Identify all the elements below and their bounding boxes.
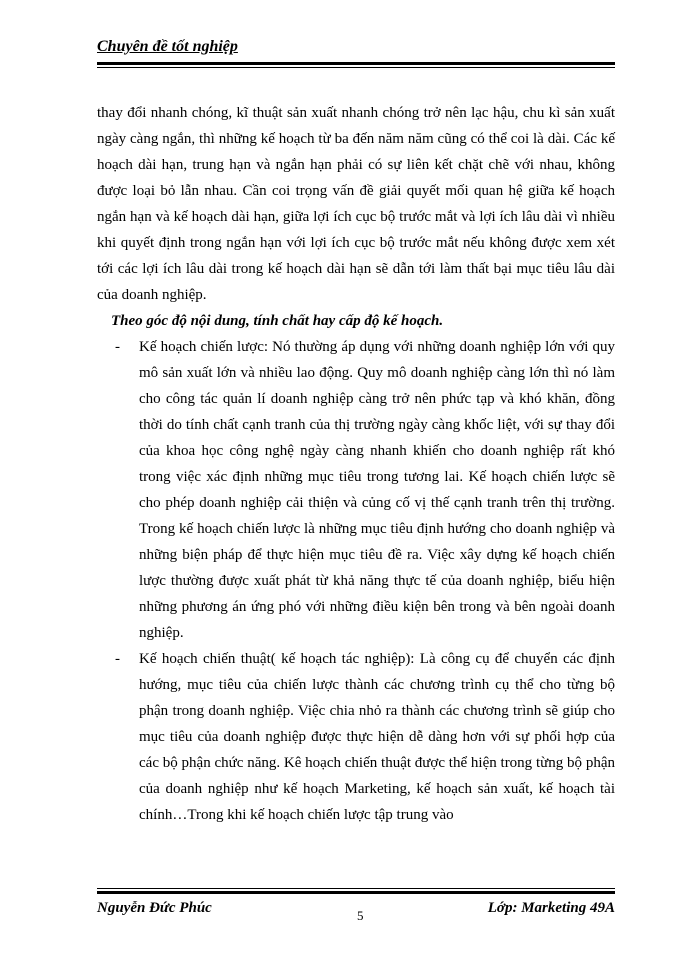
page-number: 5	[357, 908, 364, 923]
intro-paragraph: thay đổi nhanh chóng, kĩ thuật sản xuất nhanh chóng trở nên lạc hậu, chu kì sản xuất ngày càng ngắn, thì những kế hoạch từ ba đến năm năm cũng có thể coi là dài. Các kế hoạch dài hạn, trung hạn và ngắn hạn phải có sự liên kết chặt chẽ với nhau, không được loại bỏ lẫn nhau. Cần coi trọng vấn đề giải quyết mối quan hệ giữa kế hoạch ngắn hạn và kế hoạch dài hạn, giữa lợi ích cục bộ trước mắt và lợi ích lâu dài vì nhiều khi quyết định trong ngắn hạn với lợi ích cục bộ trước mắt nếu không được xem xét tới các lợi ích lâu dài trong kế hoạch dài hạn sẽ dẫn tới làm thất bại mục tiêu lâu dài của doanh nghiệp.	[97, 105, 615, 303]
section-subheading: Theo góc độ nội dung, tính chất hay cấp độ kế hoạch.	[111, 313, 444, 329]
document-body	[97, 100, 615, 828]
page-footer	[97, 900, 615, 924]
footer-divider	[97, 888, 615, 894]
bullet-marker: -	[115, 651, 120, 667]
header-title: Chuyên đề tốt nghiệp	[97, 38, 238, 55]
footer-class: Lớp: Marketing 49A	[487, 900, 615, 916]
footer-author: Nguyễn Đức Phúc	[97, 900, 212, 916]
bullet-strategic-plan	[97, 334, 615, 646]
header-divider	[97, 62, 615, 68]
bullet-text: Kế hoạch chiến lược: Nó thường áp dụng với những doanh nghiệp lớn với quy mô sản xuất lớn và nhiều lao động. Quy mô doanh nghiệp càng lớn thì nó làm cho công tác quản lí doanh nghiệp càng trở nên phức tạp và khó khăn, đồng thời do tính chất cạnh tranh của thị trường ngày càng khốc liệt, với sự thay đổi của khoa học công nghệ ngày càng nhanh khiến cho doanh nghiệp rất khó trong việc xác định những mục tiêu trong tương lai. Kế hoạch chiến lược sẽ cho phép doanh nghiệp cải thiện và củng cố vị thế cạnh tranh trên thị trường. Trong kế hoạch chiến lược là những mục tiêu định hướng cho doanh nghiệp và những biện pháp để thực hiện mục tiêu đề ra. Việc xây dựng kế hoạch chiến lược thường được xuất phát từ khả năng thực tế của doanh nghiệp, biểu hiện những phương án ứng phó với những điều kiện bên trong và bên ngoài doanh nghiệp.	[139, 339, 615, 641]
bullet-marker: -	[115, 339, 120, 355]
bullet-text: Kế hoạch chiến thuật( kế hoạch tác nghiệp): Là công cụ để chuyển các định hướng, mục tiêu của chiến lược thành các chương trình cụ thể cho từng bộ phận trong doanh nghiệp. Việc chia nhỏ ra thành các chương trình sẽ giúp cho mục tiêu của doanh nghiệp được thực hiện dễ dàng hơn với sự phối hợp của các bộ phận chức năng. Kê hoạch chiến thuật được thể hiện trong từng bộ phận của doanh nghiệp như kế hoạch Marketing, kế hoạch sản xuất, kế hoạch tài chính…Trong khi kế hoạch chiến lược tập trung vào	[139, 651, 615, 823]
page-header	[97, 38, 615, 56]
bullet-tactical-plan	[97, 646, 615, 828]
